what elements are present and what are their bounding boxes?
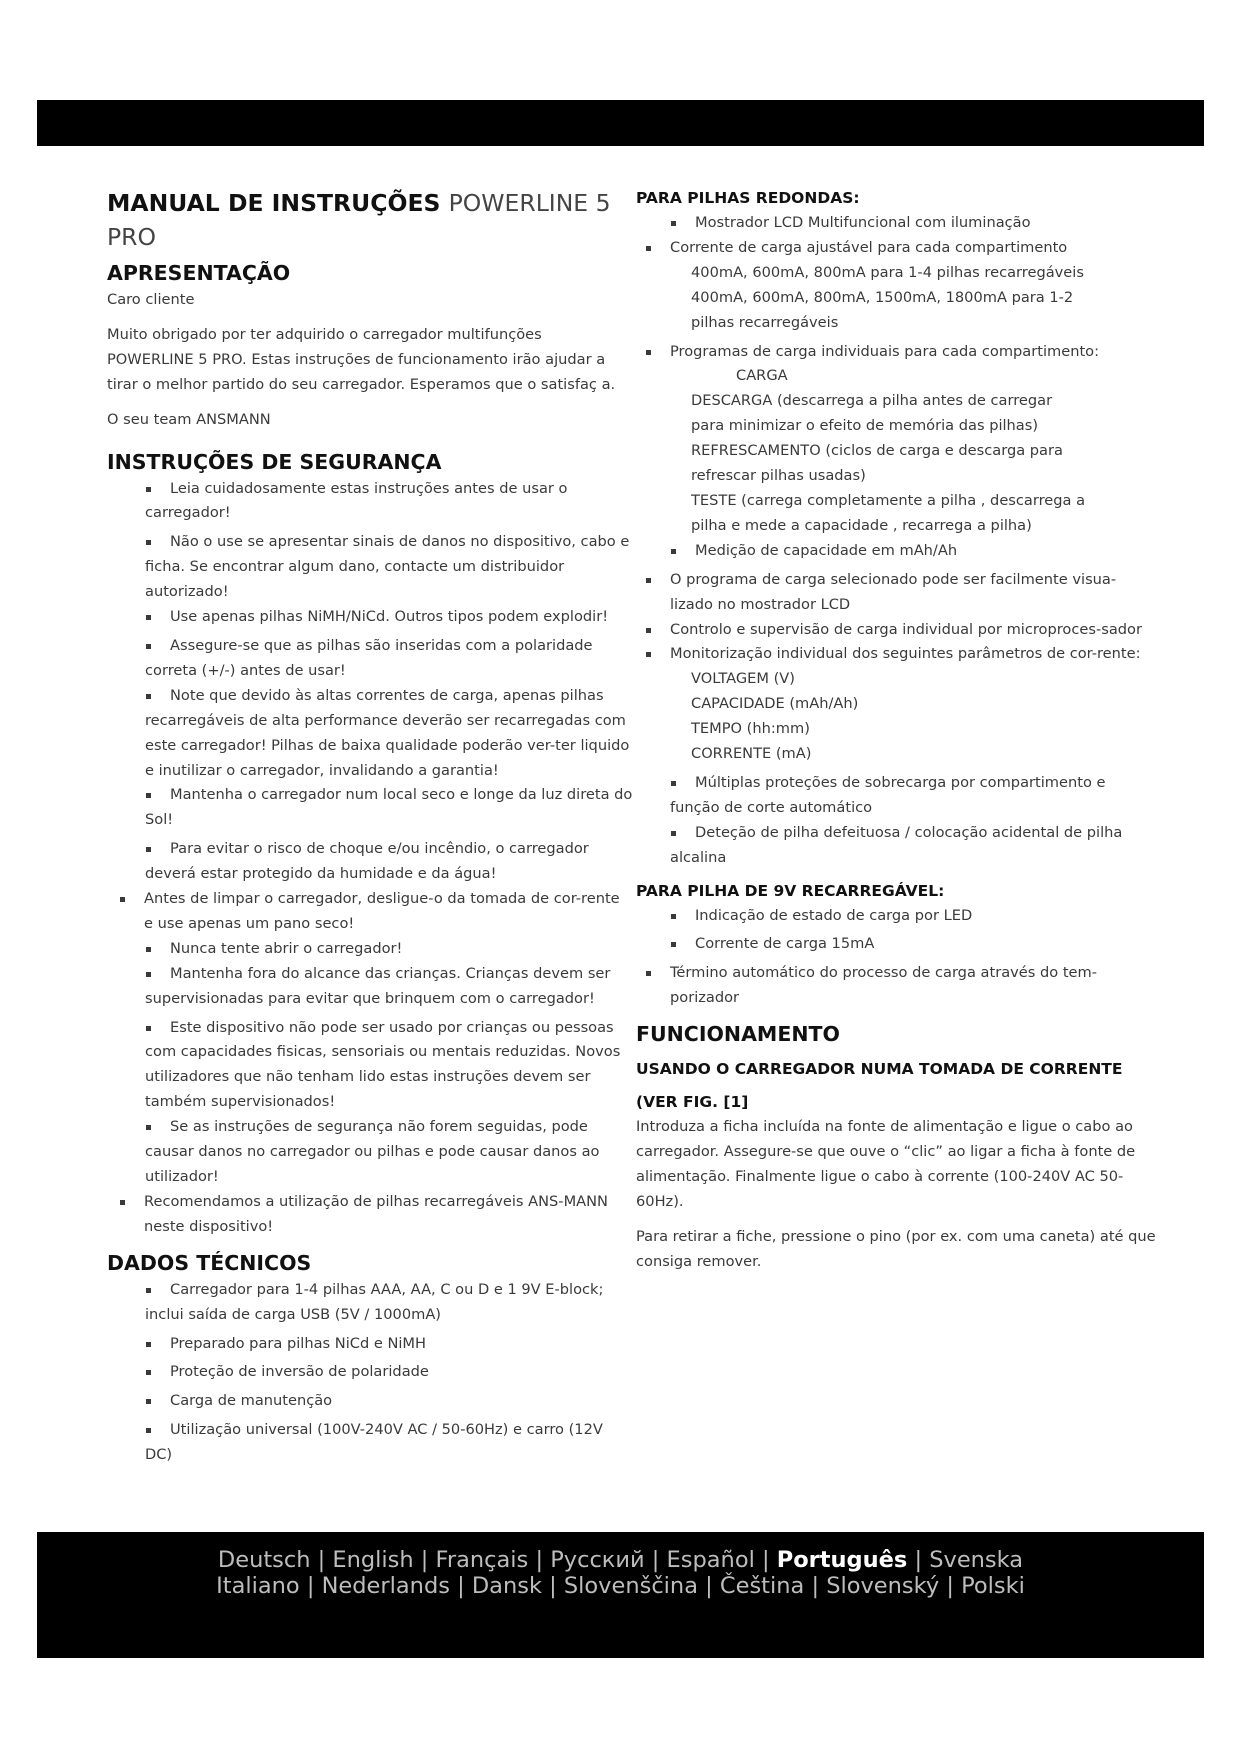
operation-heading: FUNCIONAMENTO <box>636 1022 840 1047</box>
list-item: Use apenas pilhas NiMH/NiCd. Outros tipos podem explodir! <box>107 605 633 630</box>
top-black-bar <box>37 100 1204 146</box>
list-item: Utilização universal (100V-240V AC / 50-60Hz) e carro (12V DC) <box>107 1418 633 1468</box>
list-item: Não o use se apresentar sinais de danos no dispositivo, cabo e ficha. Se encontrar algum dano, contacte um distribuidor autorizado! <box>107 530 633 605</box>
usage-paragraph: Introduza a ficha incluída na fonte de alimentação e ligue o cabo ao carregador. Assegure-se que ouve o “clic” ao ligar a ficha à fonte de alimentação. Finalmente ligue o cabo à corrente (100-240V AC 50-60Hz). <box>636 1118 1136 1210</box>
list-item: O programa de carga selecionado pode ser facilmente visua-lizado no mostrador LCD <box>636 568 1156 618</box>
language-link[interactable]: Nederlands <box>321 1573 450 1599</box>
usage-figure-ref: (VER FIG. [1] <box>636 1093 749 1112</box>
language-separator: | <box>541 1573 564 1599</box>
manual-title: MANUAL DE INSTRUÇÕES POWERLINE 5 PRO <box>107 189 611 251</box>
safety-list <box>107 477 633 1240</box>
language-link[interactable]: Italiano <box>216 1573 300 1599</box>
left-column <box>107 186 633 1468</box>
language-link[interactable]: Čeština <box>719 1573 805 1599</box>
current-options: 400mA, 600mA, 800mA para 1-4 pilhas recarregáveis 400mA, 600mA, 800mA, 1500mA, 1800mA para 1-2 pilhas recarregáveis <box>691 263 1084 331</box>
language-separator: | <box>907 1547 930 1573</box>
list-item: Antes de limpar o carregador, desligue-o da tomada de cor-rente e use apenas um pano seco! <box>107 887 633 937</box>
language-separator: | <box>754 1547 777 1573</box>
language-link[interactable]: Español <box>666 1547 755 1573</box>
language-separator: | <box>310 1547 333 1573</box>
list-item: Para evitar o risco de choque e/ou incêndio, o carregador deverá estar protegido da humidade e da água! <box>107 837 633 887</box>
list-item: Recomendamos a utilização de pilhas recarregáveis ANS-MANN neste dispositivo! <box>107 1190 633 1240</box>
list-item: Mostrador LCD Multifuncional com iluminação <box>636 211 1156 236</box>
language-link[interactable]: Slovenský <box>826 1573 940 1599</box>
language-link[interactable]: Deutsch <box>217 1547 311 1573</box>
language-separator: | <box>413 1547 436 1573</box>
tech-list <box>107 1278 633 1468</box>
language-link[interactable]: Русский <box>550 1547 645 1573</box>
program-options: CARGA DESCARGA (descarrega a pilha antes de carregar para minimizar o efeito de memória das pilhas) REFRESCAMENTO (ciclos de carga e descarga para refrescar pilhas usadas) TESTE (carrega completamente a pilha , descarrega a pilha e mede a capacidade , recarrega a pilha) <box>691 367 1086 534</box>
list-item: Assegure-se que as pilhas são inseridas com a polaridade correta (+/-) antes de usar! <box>107 634 633 684</box>
language-link[interactable]: Français <box>435 1547 529 1573</box>
parameter-options: VOLTAGEM (V) CAPACIDADE (mAh/Ah) TEMPO (hh:mm) CORRENTE (mA) <box>691 670 859 763</box>
list-item: Leia cuidadosamente estas instruções antes de usar o carregador! <box>107 477 633 527</box>
language-link[interactable]: Polski <box>961 1573 1025 1599</box>
list-item: Controlo e supervisão de carga individual por microproces-sador <box>636 618 1156 643</box>
list-item: Monitorização individual dos seguintes parâmetros de cor-rente: VOLTAGEM (V) CAPACIDADE (mAh/Ah) TEMPO (hh:mm) CORRENTE (mA) <box>636 642 1156 767</box>
list-item: Múltiplas proteções de sobrecarga por compartimento e função de corte automático <box>636 771 1156 821</box>
list-item: Preparado para pilhas NiCd e NiMH <box>107 1332 633 1357</box>
round-batteries-list <box>636 211 1156 871</box>
language-separator: | <box>528 1547 551 1573</box>
nine-volt-list <box>636 904 1156 1012</box>
nine-volt-heading: PARA PILHA DE 9V RECARREGÁVEL: <box>636 881 945 900</box>
safety-heading: INSTRUÇÕES DE SEGURANÇA <box>107 449 442 474</box>
language-bar <box>37 1532 1204 1658</box>
language-separator: | <box>698 1573 720 1599</box>
language-link[interactable]: Svenska <box>929 1547 1024 1573</box>
list-item: Este dispositivo não pode ser usado por crianças ou pessoas com capacidades fisicas, sensoriais ou mentais reduzidas. Novos utilizadores que não tenham lido estas instruções devem ser também supervisionados! <box>107 1016 633 1116</box>
list-item: Medição de capacidade em mAh/Ah <box>636 539 1156 564</box>
list-item: Indicação de estado de carga por LED <box>636 904 1156 929</box>
language-separator: | <box>939 1573 962 1599</box>
language-separator: | <box>299 1573 322 1599</box>
usage-heading: USANDO O CARREGADOR NUMA TOMADA DE CORRENTE <box>636 1060 1123 1079</box>
list-item: Programas de carga individuais para cada compartimento: CARGA DESCARGA (descarrega a pilha antes de carregar para minimizar o efeito de memória das pilhas) REFRESCAMENTO (ciclos de carga e descarga para refrescar pilhas usadas) TESTE (carrega completamente a pilha , descarrega a pilha e mede a capacidade , recarrega a pilha) <box>636 340 1156 539</box>
list-item: Nunca tente abrir o carregador! <box>107 937 633 962</box>
list-item: Corrente de carga ajustável para cada compartimento 400mA, 600mA, 800mA para 1-4 pilhas recarregáveis 400mA, 600mA, 800mA, 1500mA, 1800mA para 1-2 pilhas recarregáveis <box>636 236 1156 336</box>
list-item: Se as instruções de segurança não forem seguidas, pode causar danos no carregador ou pilhas e pode causar danos ao utilizador! <box>107 1115 633 1190</box>
list-item: Término automático do processo de carga através do tem-porizador <box>636 961 1156 1011</box>
signoff: O seu team ANSMANN <box>107 410 271 428</box>
intro-heading: APRESENTAÇÃO <box>107 261 291 285</box>
language-separator: | <box>449 1573 472 1599</box>
language-link[interactable]: Português <box>776 1547 908 1573</box>
language-line-2 <box>37 1573 1204 1599</box>
list-item: Note que devido às altas correntes de carga, apenas pilhas recarregáveis de alta performance deverão ser recarregadas com este carregador! Pilhas de baixa qualidade poderão ver-ter liquido e inutilizar o carregador, invalidando a garantia! <box>107 684 633 784</box>
intro-paragraph: Muito obrigado por ter adquirido o carregador multifunções POWERLINE 5 PRO. Estas instruções de funcionamento irão ajudar a tirar o melhor partido do seu carregador. Esperamos que o satisfaç a. <box>107 325 616 393</box>
right-column <box>636 186 1156 1275</box>
round-batteries-heading: PARA PILHAS REDONDAS: <box>636 189 860 207</box>
list-item: Carregador para 1-4 pilhas AAA, AA, C ou D e 1 9V E-block; inclui saída de carga USB (5V / 1000mA) <box>107 1278 633 1328</box>
language-link[interactable]: Slovenščina <box>563 1573 698 1599</box>
language-link[interactable]: English <box>332 1547 414 1573</box>
language-separator: | <box>644 1547 667 1573</box>
removal-paragraph: Para retirar a fiche, pressione o pino (por ex. com uma caneta) até que consiga remover. <box>636 1227 1156 1270</box>
tech-heading: DADOS TÉCNICOS <box>107 1250 312 1275</box>
language-link[interactable]: Dansk <box>471 1573 542 1599</box>
greeting: Caro cliente <box>107 291 195 308</box>
list-item: Corrente de carga 15mA <box>636 932 1156 957</box>
language-line-1 <box>37 1547 1204 1573</box>
list-item: Mantenha fora do alcance das crianças. Crianças devem ser supervisionadas para evitar que brinquem com o carregador! <box>107 962 633 1012</box>
list-item: Deteção de pilha defeituosa / colocação acidental de pilha alcalina <box>636 821 1156 871</box>
list-item: Carga de manutenção <box>107 1389 633 1414</box>
list-item: Mantenha o carregador num local seco e longe da luz direta do Sol! <box>107 783 633 833</box>
language-separator: | <box>804 1573 827 1599</box>
list-item: Proteção de inversão de polaridade <box>107 1360 633 1385</box>
